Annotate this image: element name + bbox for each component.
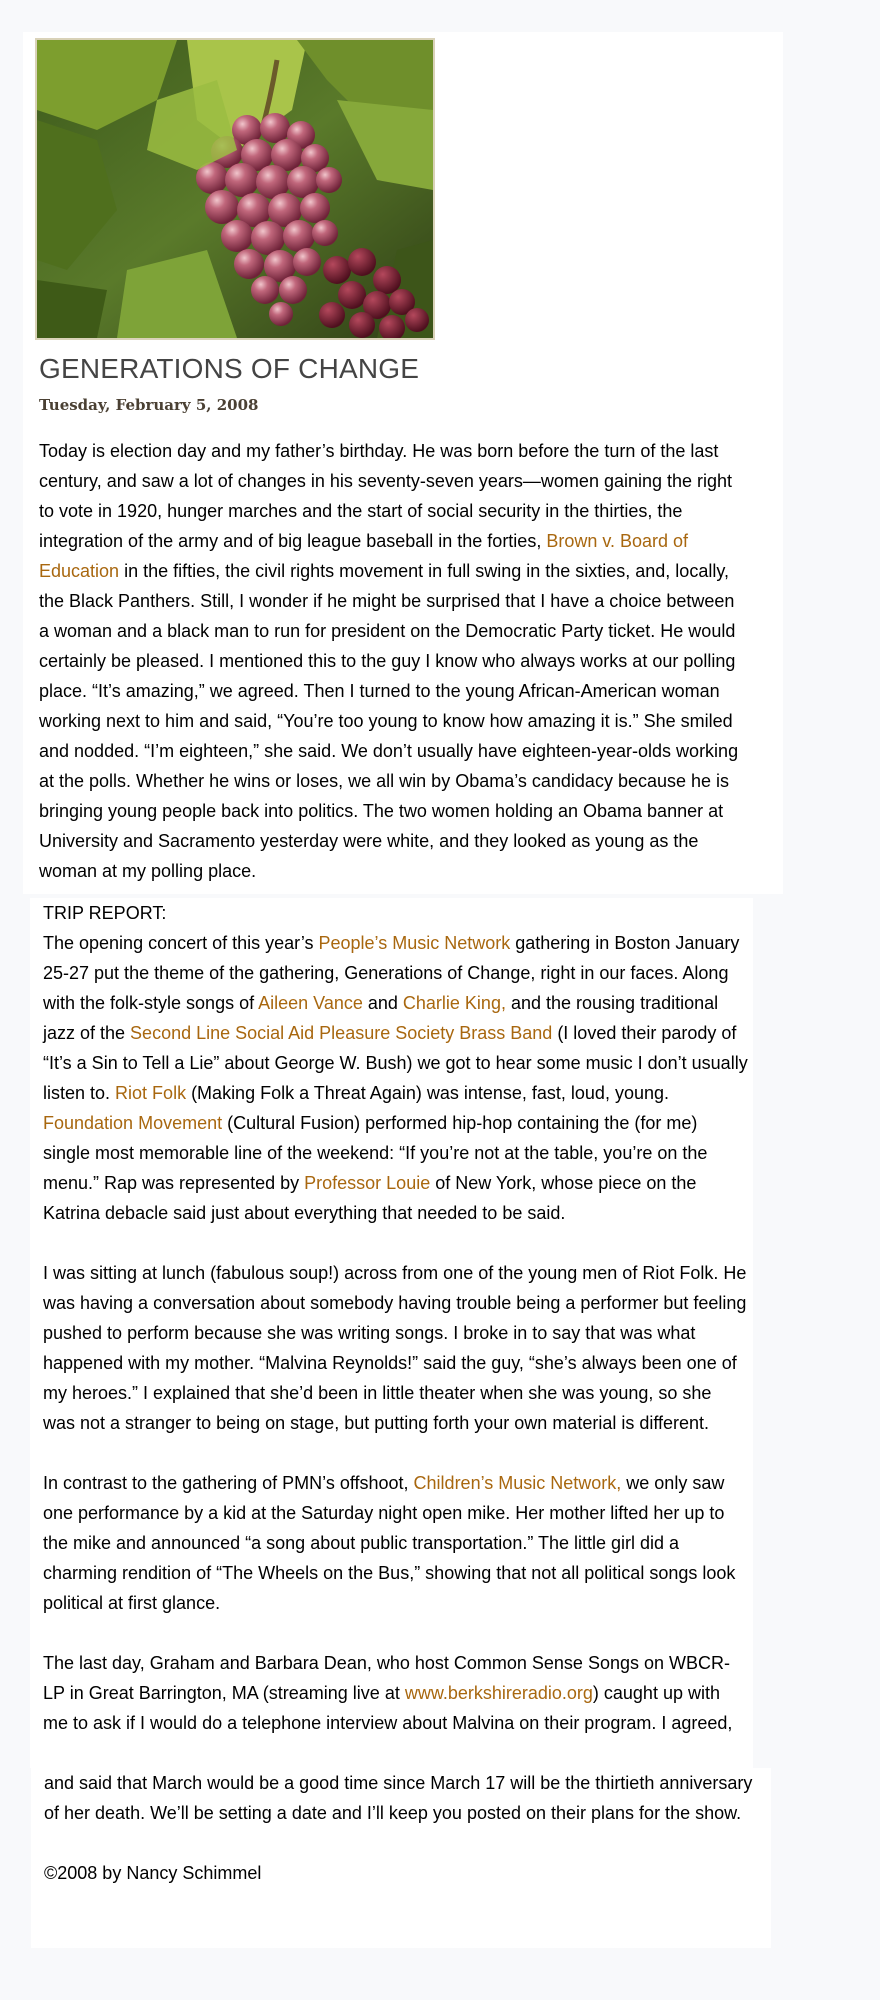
post-title: GENERATIONS OF CHANGE	[39, 353, 420, 384]
trip-report-paragraph-3	[43, 1468, 748, 1618]
body-text: in the fifties, the civil rights movement in full swing in the sixties, and, locally, the Black Panthers. Still, I wonder if he might be surprised that I have a choice between a woman and a black man to run for president on the Democratic Party ticket. He would certainly be pleased. I mentioned this to the guy I know who always works at our polling place. “It’s amazing,” we agreed. Then I turned to the young African-American woman working next to him and said, “You’re too young to know how amazing it is.” She smiled and nodded. “I’m eighteen,” she said. We don’t usually have eighteen-year-olds working at the polls. Whether he wins or loses, we all win by Obama’s candidacy because he is bringing young people back into politics. The two women holding an Obama banner at University and Sacramento yesterday were white, and they looked as young as the woman at my polling place.	[39, 561, 739, 881]
grapes-photo	[35, 38, 435, 340]
link-professor-louie[interactable]: Professor Louie	[304, 1173, 431, 1193]
body-text: and the rousing traditional jazz of the	[43, 993, 719, 1043]
grapes-image	[37, 40, 433, 338]
trip-report-paragraph-4	[43, 1648, 748, 1738]
link-riot-folk[interactable]: Riot Folk	[115, 1083, 187, 1103]
trip-report	[43, 898, 748, 1738]
link-second-line-brass-band[interactable]: Second Line Social Aid Pleasure Society Brass Band	[130, 1023, 553, 1043]
post-paragraph	[39, 436, 739, 886]
link-berkshire-radio[interactable]: www.berkshireradio.org	[404, 1683, 593, 1703]
body-text: The opening concert of this year’s	[43, 933, 319, 953]
body-text: (Cultural Fusion) performed hip-hop containing the (for me) single most memorable line of the weekend: “If you’re not at the table, you’re on the menu.” Rap was represented by	[43, 1113, 708, 1193]
copyright: ©2008 by Nancy Schimmel	[44, 1863, 262, 1883]
post-body	[39, 436, 739, 886]
link-childrens-music-network[interactable]: Children’s Music Network,	[413, 1473, 622, 1493]
trip-report-paragraph-5: and said that March would be a good time since March 17 will be the thirtieth anniversary of her death. We’ll be setting a date and I’ll keep you posted on their plans for the show.	[44, 1773, 753, 1823]
body-text: In contrast to the gathering of PMN’s offshoot,	[43, 1473, 414, 1493]
body-text: of New York, whose piece on the Katrina debacle said just about everything that needed to be said.	[43, 1173, 697, 1223]
link-charlie-king[interactable]: Charlie King,	[402, 993, 506, 1013]
body-text: we only saw one performance by a kid at the Saturday night open mike. Her mother lifted her up to the mike and announced “a song about public transportation.” The little girl did a charming rendition of “The Wheels on the Bus,” showing that not all political songs look political at first glance.	[43, 1473, 736, 1613]
trip-report-continued	[44, 1768, 764, 1888]
body-text: (Making Folk a Threat Again) was intense, fast, loud, young.	[186, 1083, 669, 1103]
link-brown-v-board[interactable]: Brown v. Board of Education	[39, 531, 689, 581]
post-date: Tuesday, February 5, 2008	[39, 396, 259, 414]
body-text: and	[362, 993, 403, 1013]
body-text: Today is election day and my father’s birthday. He was born before the turn of the last century, and saw a lot of changes in his seventy-seven years—women gaining the right to vote in 1920, hunger marches and the start of social security in the thirties, the integration of the army and of big league baseball in the forties,	[39, 441, 733, 551]
body-text: The last day, Graham and Barbara Dean, who host Common Sense Songs on WBCR-LP in Great Barrington, MA (streaming live at	[43, 1653, 730, 1703]
link-foundation-movement[interactable]: Foundation Movement	[43, 1113, 223, 1133]
link-aileen-vance[interactable]: Aileen Vance	[258, 993, 363, 1013]
body-text: (I loved their parody of “It’s a Sin to Tell a Lie” about George W. Bush) we got to hear some music I don’t usually listen to.	[43, 1023, 748, 1103]
link-peoples-music-network[interactable]: People’s Music Network	[318, 933, 511, 953]
trip-report-paragraph-2: I was sitting at lunch (fabulous soup!) across from one of the young men of Riot Folk. He was having a conversation about somebody having trouble being a performer but feeling pushed to perform because she was writing songs. I broke in to say that was what happened with my mother. “Malvina Reynolds!” said the guy, “she’s always been one of my heroes.” I explained that she’d been in little theater when she was young, so she was not a stranger to being on stage, but putting forth your own material is different.	[43, 1263, 747, 1433]
body-text: gathering in Boston January 25-27 put the theme of the gathering, Generations of Change, right in our faces. Along with the folk-style songs of	[43, 933, 740, 1013]
body-text: ) caught up with me to ask if I would do a telephone interview about Malvina on their program. I agreed,	[43, 1683, 733, 1733]
trip-report-heading: TRIP REPORT:	[43, 903, 167, 923]
trip-report-paragraph-1	[43, 928, 748, 1228]
